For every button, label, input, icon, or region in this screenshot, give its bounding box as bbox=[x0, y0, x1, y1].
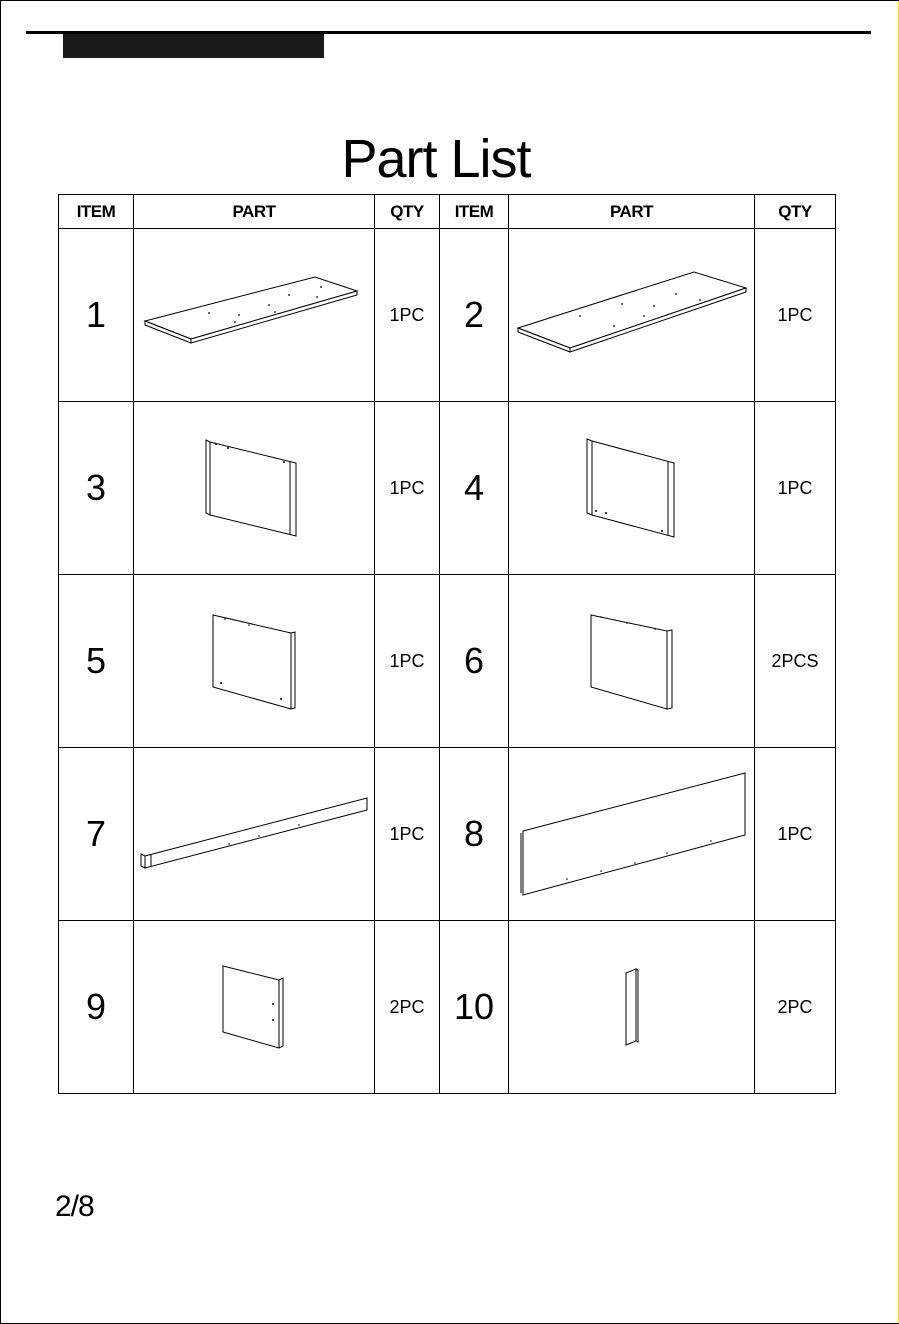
long-board-drawing-icon bbox=[514, 270, 750, 360]
post-drawing-icon bbox=[622, 967, 642, 1047]
table-row bbox=[59, 229, 836, 402]
page-number: 2/8 bbox=[55, 1190, 94, 1223]
item-quantity: 1PC bbox=[375, 229, 440, 402]
item-number: 1 bbox=[59, 229, 134, 402]
header-bar bbox=[63, 34, 324, 58]
item-number: 10 bbox=[440, 921, 509, 1094]
part-drawing-cell bbox=[134, 575, 375, 748]
item-quantity: 2PC bbox=[755, 921, 836, 1094]
header-item: ITEM bbox=[440, 195, 509, 229]
back-panel-drawing-icon bbox=[517, 771, 747, 897]
item-number: 4 bbox=[440, 402, 509, 575]
item-quantity: 2PCS bbox=[755, 575, 836, 748]
part-drawing-cell bbox=[509, 402, 755, 575]
item-number: 6 bbox=[440, 575, 509, 748]
item-quantity: 1PC bbox=[375, 402, 440, 575]
item-number: 7 bbox=[59, 748, 134, 921]
part-drawing-cell bbox=[509, 575, 755, 748]
item-quantity: 1PC bbox=[755, 748, 836, 921]
table-row bbox=[59, 575, 836, 748]
long-board-drawing-icon bbox=[139, 275, 369, 355]
item-quantity: 2PC bbox=[375, 921, 440, 1094]
header-qty: QTY bbox=[375, 195, 440, 229]
parts-table bbox=[58, 194, 836, 1094]
part-drawing-cell bbox=[134, 229, 375, 402]
rail-drawing-icon bbox=[139, 796, 369, 872]
header-part: PART bbox=[134, 195, 375, 229]
item-number: 2 bbox=[440, 229, 509, 402]
panel-drawing-icon bbox=[587, 611, 677, 711]
part-drawing-cell bbox=[134, 402, 375, 575]
side-panel-drawing-icon bbox=[204, 438, 304, 538]
header-item: ITEM bbox=[59, 195, 134, 229]
table-row bbox=[59, 402, 836, 575]
item-quantity: 1PC bbox=[375, 748, 440, 921]
panel-drawing-icon bbox=[209, 611, 299, 711]
header-qty: QTY bbox=[755, 195, 836, 229]
item-quantity: 1PC bbox=[755, 402, 836, 575]
part-drawing-cell bbox=[509, 748, 755, 921]
item-number: 3 bbox=[59, 402, 134, 575]
part-drawing-cell bbox=[509, 229, 755, 402]
item-quantity: 1PC bbox=[375, 575, 440, 748]
table-header-row bbox=[59, 195, 836, 229]
item-quantity: 1PC bbox=[755, 229, 836, 402]
small-panel-drawing-icon bbox=[219, 962, 289, 1052]
table-row bbox=[59, 921, 836, 1094]
part-drawing-cell bbox=[134, 921, 375, 1094]
table-row bbox=[59, 748, 836, 921]
header-part: PART bbox=[509, 195, 755, 229]
part-drawing-cell bbox=[134, 748, 375, 921]
page-title: Part List bbox=[341, 129, 531, 189]
item-number: 8 bbox=[440, 748, 509, 921]
side-panel-drawing-icon bbox=[584, 437, 680, 539]
item-number: 9 bbox=[59, 921, 134, 1094]
item-number: 5 bbox=[59, 575, 134, 748]
part-drawing-cell bbox=[509, 921, 755, 1094]
